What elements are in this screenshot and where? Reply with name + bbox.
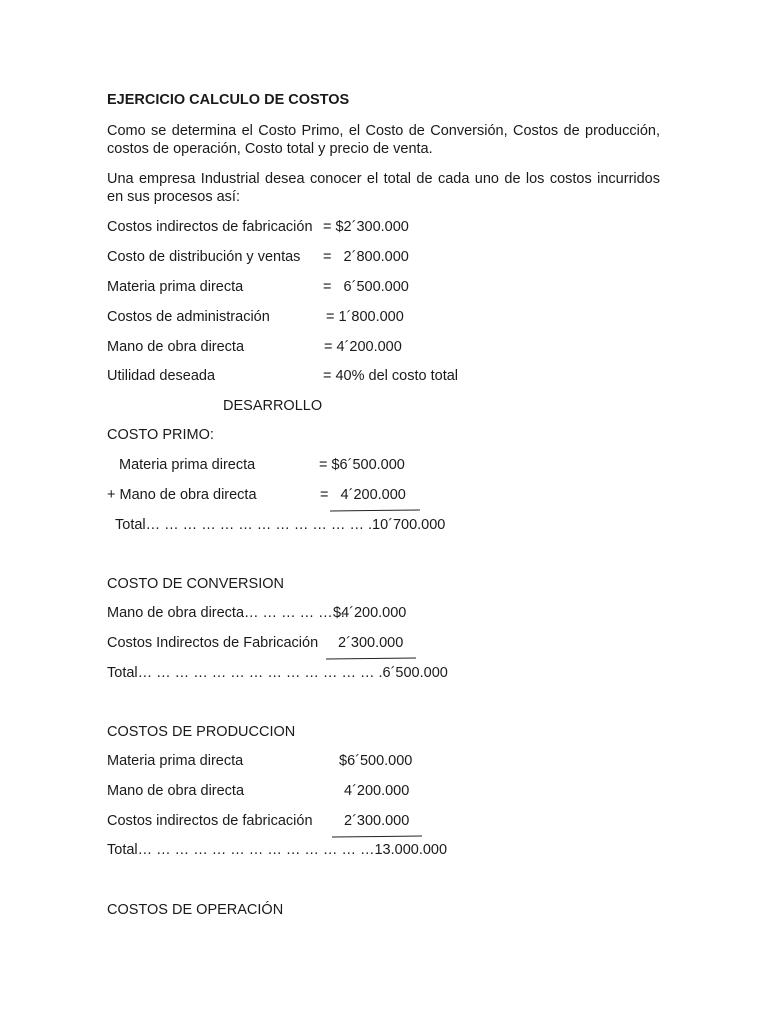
sum-underline [330, 510, 420, 512]
dato-value: = 2´800.000 [323, 249, 409, 265]
dato-label: Costo de distribución y ventas [107, 249, 301, 265]
dato-label: Materia prima directa [107, 279, 244, 295]
costos-produccion-row-value: 4´200.000 [344, 783, 410, 799]
document-title: EJERCICIO CALCULO DE COSTOS [107, 92, 350, 108]
costos-produccion-row-value: 2´300.000 [344, 813, 410, 829]
section-heading-costo-primo: COSTO PRIMO: [107, 427, 214, 443]
costos-produccion-total: Total… … … … … … … … … … … … …13.000.000 [107, 842, 448, 858]
costo-conversion-row-label: Mano de obra directa… … … … … .. [107, 605, 345, 621]
section-heading-costo-conversion: COSTO DE CONVERSION [107, 576, 284, 592]
dato-value: = 1´800.000 [326, 309, 404, 325]
dato-value: = 40% del costo total [323, 368, 459, 384]
costos-produccion-row-label: Materia prima directa [107, 753, 244, 769]
sum-underline [332, 836, 422, 838]
costo-conversion-row-label: Costos Indirectos de Fabricación [107, 635, 319, 651]
dato-label: Mano de obra directa [107, 339, 245, 355]
section-heading-desarrollo: DESARROLLO [223, 398, 323, 414]
costo-primo-total: Total… … … … … … … … … … … … .10´700.000 [115, 517, 446, 533]
section-heading-costos-operacion: COSTOS DE OPERACIÓN [107, 902, 284, 918]
costo-conversion-total: Total… … … … … … … … … … … … … .6´500.000 [107, 665, 448, 681]
dato-value: = 4´200.000 [324, 339, 402, 355]
dato-value: = $2´300.000 [323, 219, 409, 235]
sum-underline [326, 658, 416, 660]
intro-paragraph-1: Como se determina el Costo Primo, el Costo de Conversión, Costos de producción, costos de operación, Costo total y precio de venta. [107, 123, 660, 157]
costos-produccion-row-label: Mano de obra directa [107, 783, 245, 799]
costo-primo-row-label: Materia prima directa [119, 457, 256, 473]
dato-label: Utilidad deseada [107, 368, 216, 384]
costo-primo-row-value: = $6´500.000 [319, 457, 405, 473]
intro-paragraph-2: Una empresa Industrial desea conocer el total de cada uno de los costos incurridos en sus procesos así: [107, 171, 660, 205]
dato-label: Costos de administración [107, 309, 270, 325]
section-heading-costos-produccion: COSTOS DE PRODUCCION [107, 724, 296, 740]
dato-value: = 6´500.000 [323, 279, 409, 295]
costos-produccion-row-value: $6´500.000 [339, 753, 413, 769]
dato-label: Costos indirectos de fabricación [107, 219, 313, 235]
costo-conversion-row-value: $4´200.000 [333, 605, 407, 621]
costo-primo-row-label: + Mano de obra directa [107, 487, 257, 503]
costo-primo-row-value: = 4´200.000 [320, 487, 406, 503]
costo-conversion-row-value: 2´300.000 [338, 635, 404, 651]
costos-produccion-row-label: Costos indirectos de fabricación [107, 813, 313, 829]
